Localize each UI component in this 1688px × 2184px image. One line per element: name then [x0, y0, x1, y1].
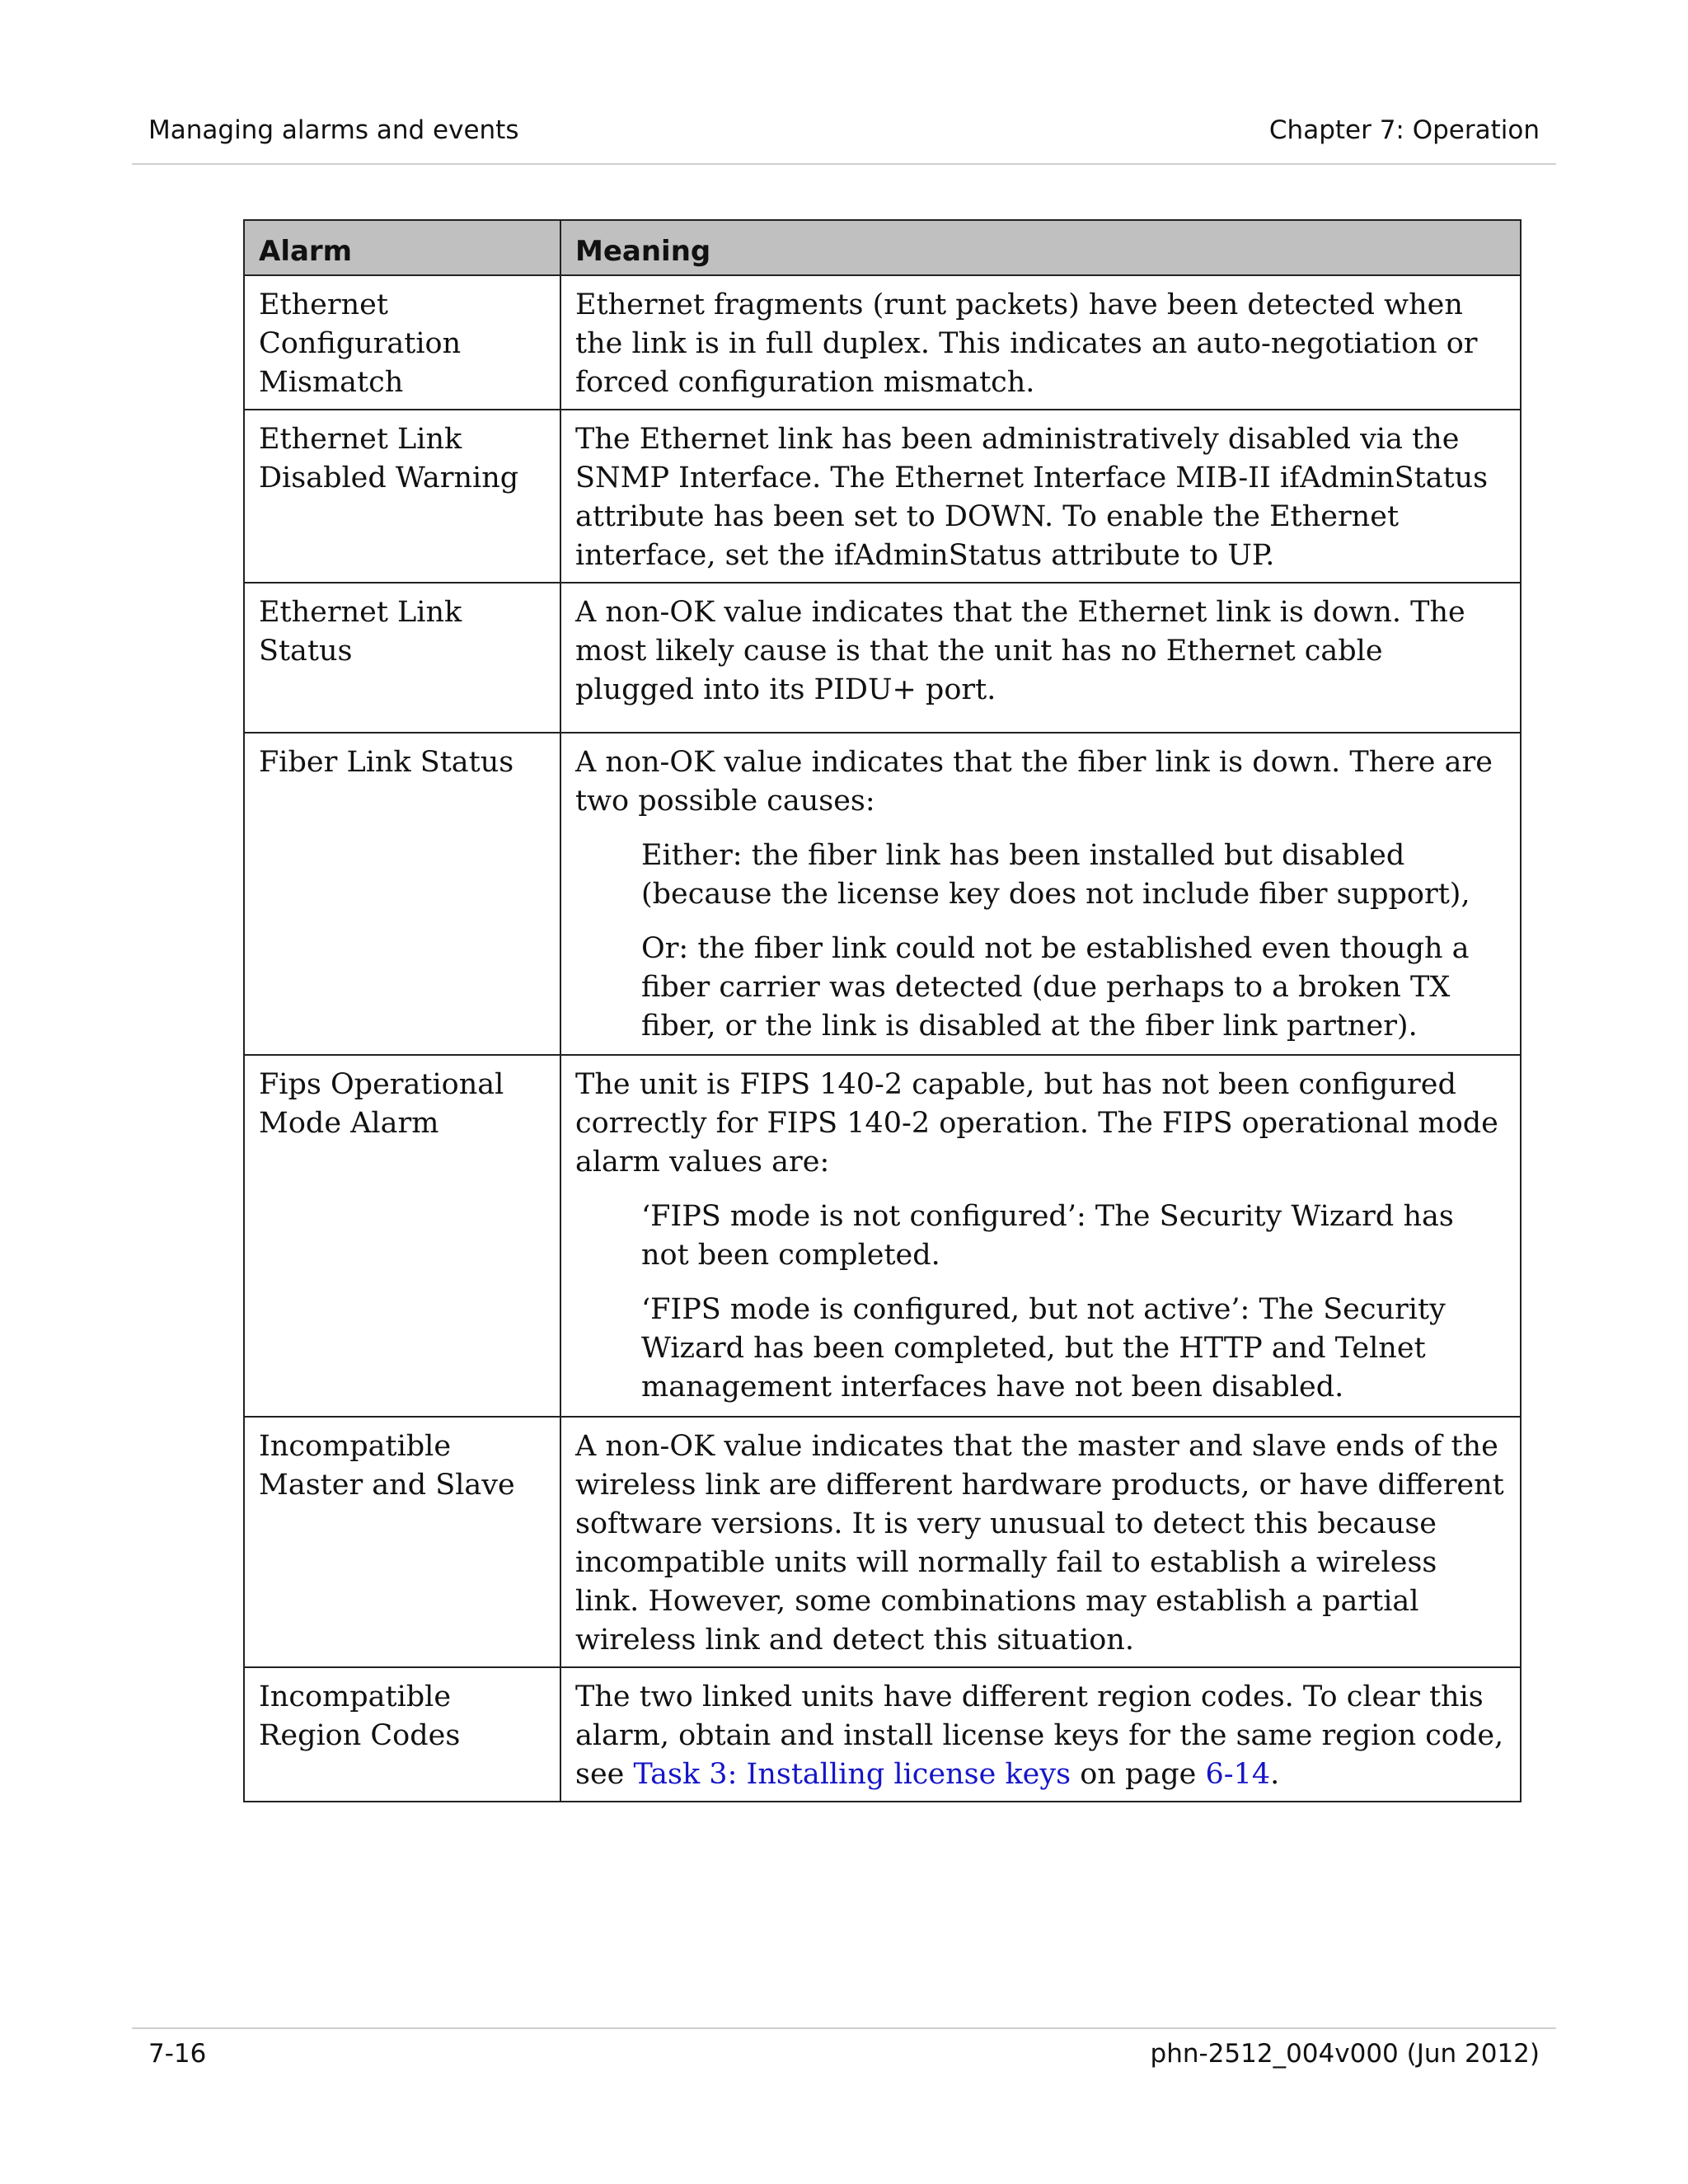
table-row [244, 275, 1521, 410]
page-header [132, 114, 1556, 165]
table-row [244, 583, 1521, 733]
meaning-cell: A non-OK value indicates that the Ethernet link is down. The most likely cause is that the unit has no Ethernet cable plugged into its PIDU+ port. [560, 583, 1521, 733]
cause-item: Or: the fiber link could not be established even though a fiber carrier was detected (due perhaps to a broken TX fiber, or the link is disabled at the fiber link partner). [641, 932, 1470, 1043]
meaning-text: The unit is FIPS 140-2 capable, but has not been configured correctly for FIPS 140-2 operation. The FIPS operational mode alarm values are: [575, 1068, 1498, 1179]
meaning-cell: Ethernet fragments (runt packets) have been detected when the link is in full duplex. This indicates an auto-negotiation or forced configuration mismatch. [560, 275, 1521, 410]
table-row [244, 733, 1521, 1055]
alarm-name-cell: Fiber Link Status [244, 733, 560, 1055]
alarm-value-item: ‘FIPS mode is not configured’: The Security Wizard has not been completed. [641, 1200, 1454, 1272]
page-footer [132, 2027, 1556, 2095]
alarm-name-cell: Ethernet Configuration Mismatch [244, 275, 560, 410]
meaning-text: on page [1071, 1758, 1206, 1791]
document-id: phn-2512_004v000 (Jun 2012) [1150, 2039, 1540, 2069]
task-link[interactable]: Task 3: Installing license keys [633, 1758, 1071, 1791]
column-header-meaning: Meaning [560, 220, 1521, 275]
cause-item: Either: the fiber link has been installed but disabled (because the license key does not include fiber support), [641, 839, 1470, 911]
section-title: Managing alarms and events [148, 115, 519, 145]
meaning-text: The two linked units have different region codes. To clear this alarm, obtain and install license keys for the same region code, see [575, 1680, 1504, 1791]
meaning-cell [560, 733, 1521, 1055]
alarm-value-item: ‘FIPS mode is configured, but not active’: The Security Wizard has been completed, but the HTTP and Telnet management interfaces have not been disabled. [641, 1293, 1446, 1404]
alarm-name-cell: Incompatible Master and Slave [244, 1417, 560, 1667]
meaning-text: . [1270, 1758, 1280, 1791]
page-reference-link[interactable]: 6-14 [1205, 1758, 1271, 1791]
alarm-table [243, 219, 1522, 1802]
alarm-name-cell: Fips Operational Mode Alarm [244, 1055, 560, 1417]
column-header-alarm: Alarm [244, 220, 560, 275]
meaning-text: A non-OK value indicates that the fiber link is down. There are two possible causes: [575, 746, 1493, 818]
meaning-cell: The Ethernet link has been administratively disabled via the SNMP Interface. The Ethernet Interface MIB-II ifAdminStatus attribute has been set to DOWN. To enable the Ethernet interface, set the ifAdminStatus attribute to UP. [560, 410, 1521, 583]
meaning-cell [560, 1667, 1521, 1802]
table-header-row [244, 220, 1521, 275]
meaning-cell [560, 1055, 1521, 1417]
table-row [244, 1055, 1521, 1417]
alarm-name-cell: Incompatible Region Codes [244, 1667, 560, 1802]
page-number: 7-16 [148, 2039, 207, 2069]
table-row [244, 1417, 1521, 1667]
alarm-name-cell: Ethernet Link Status [244, 583, 560, 733]
alarm-name-cell: Ethernet Link Disabled Warning [244, 410, 560, 583]
meaning-cell: A non-OK value indicates that the master and slave ends of the wireless link are different hardware products, or have different software versions. It is very unusual to detect this because incompatible units will normally fail to establish a wireless link. However, some combinations may establish a partial wireless link and detect this situation. [560, 1417, 1521, 1667]
table-row [244, 410, 1521, 583]
chapter-title: Chapter 7: Operation [1268, 115, 1540, 145]
table-row [244, 1667, 1521, 1802]
